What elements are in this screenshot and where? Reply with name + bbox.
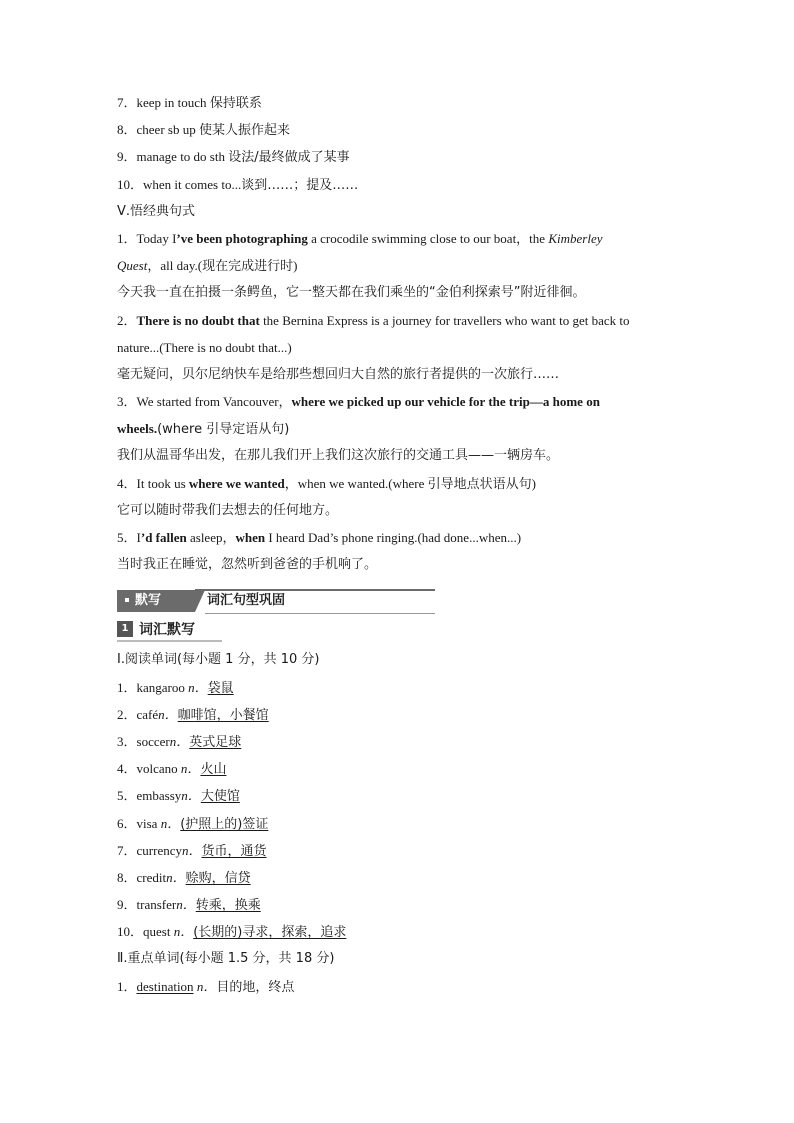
item-number: 1． [117,230,137,246]
phrase-zh: 谈到……；提及…… [241,177,359,193]
sentence-text: ，when we wanted.(where 引导地点状语从句) [284,475,536,491]
word-item [117,732,677,759]
word: café [136,706,159,722]
item-number: 5． [117,530,137,545]
item-number: 1． [117,978,137,994]
word: quest [143,924,171,940]
banner-rule [205,613,435,614]
key-structure: when [235,530,266,545]
sentence-text: I [136,530,141,545]
sentence-en [117,256,677,283]
phrase-zh: 设法/最终做成了某事 [228,150,350,166]
answer: 火山 [200,762,227,778]
sentence-text: a crocodile swimming close to our boat，the [307,230,549,246]
item-number: 4． [117,761,137,777]
part-of-speech: n． [176,897,196,913]
banner-slash [195,590,205,612]
ship-name: Kimberley [548,230,603,246]
word-item [117,759,677,786]
part-of-speech: n． [188,679,208,695]
phrase-item [117,175,677,202]
part-heading: Ⅱ.重点单词(每小题 1.5 分，共 18 分) [117,951,335,967]
item-number: 5． [117,788,137,804]
part-of-speech: n． [180,761,201,777]
answer: (护照上的)签证 [180,816,269,832]
sentence-zh: 今天我一直在拍摄一条鳄鱼，它一整天都在我们乘坐的“金伯利探索号”附近徘徊。 [117,285,586,301]
section-heading: Ⅴ.悟经典句式 [117,203,196,219]
sentence-text: I heard Dad’s phone ringing.(had done...when...) [265,530,522,545]
phrase-item [117,93,677,120]
item-number: 9． [117,897,137,913]
word: soccer [136,733,170,749]
word-item [117,868,677,895]
answer: 咖啡馆，小餐馆 [177,707,269,723]
part-of-speech: n． [166,869,186,885]
sentence-en: nature...(There is no doubt that...) [117,339,292,355]
answer: 袋鼠 [207,680,234,696]
sentence-text: It took us [136,475,189,491]
phrase-en: keep in touch [136,95,207,110]
phrase-en: when it comes to... [143,176,242,192]
key-structure: ’d fallen [140,530,187,545]
banner-title: 词汇句型巩固 [207,593,286,609]
phrase-zh: 保持联系 [209,96,262,111]
item-number: 8． [117,122,137,138]
subsection-number-badge: 1 [117,621,133,637]
sentence-zh: 它可以随时带我们去想去的任何地方。 [117,502,339,518]
part-of-speech: n． [196,978,217,994]
sentence-text: ，all day.(现在完成进行时) [147,258,298,274]
phrase-en: cheer sb up [136,122,196,138]
word: kangaroo [136,679,185,695]
answer: 英式足球 [189,734,242,750]
key-structure: There is no doubt that [136,312,260,328]
word: credit [136,869,167,885]
part-of-speech: n． [173,924,194,940]
item-number: 6． [117,815,137,831]
key-structure: wheels. [117,421,158,437]
meaning: 目的地，终点 [216,979,295,995]
part-of-speech: n． [169,733,190,749]
word-item [117,841,677,868]
part-of-speech: n． [160,815,181,831]
word: embassy [136,788,182,804]
item-number: 10． [117,176,144,192]
sentence-zh: 当时我正在睡觉，忽然听到爸爸的手机响了。 [117,557,378,573]
item-number: 2． [117,312,137,328]
phrase-item [117,147,677,174]
item-number: 7． [117,95,137,110]
answer: 大使馆 [200,789,240,805]
word: currency [136,842,182,858]
word-item [117,922,677,949]
sentence-zh: 我们从温哥华出发，在那儿我们开上我们这次旅行的交通工具——一辆房车。 [117,448,560,464]
word: visa [136,815,158,831]
subsection-heading [117,618,222,642]
sentence-text: asleep， [186,530,236,545]
word: volcano [136,761,178,777]
part-of-speech: n． [158,706,178,722]
item-number: 2． [117,706,137,722]
item-number: 3． [117,394,137,410]
sentence-en [117,229,677,256]
item-number: 10． [117,924,144,940]
part-heading: Ⅰ.阅读单词(每小题 1 分，共 10 分) [117,652,320,668]
answer: 货币，通货 [201,843,267,859]
section-banner [117,588,435,614]
word-item [117,814,677,841]
banner-tag-label: 默写 [135,593,162,609]
sentence-en [117,392,677,419]
ship-name: Quest [117,258,148,274]
square-bullet-icon [125,598,129,602]
item-number: 8． [117,869,137,885]
sentence-text: Today I [136,230,177,246]
item-number: 4． [117,475,137,491]
word-item [117,786,677,813]
key-word-item [117,977,677,1004]
key-structure: where we picked up our vehicle for the trip—a home on [291,394,600,410]
item-number: 7． [117,842,137,858]
sentence-text: the Bernina Express is a journey for travellers who want to get back to [259,312,630,328]
answer: 赊购，信贷 [185,870,251,886]
sentence-text: We started from Vancouver， [136,394,292,410]
item-number: 1． [117,679,137,695]
word-item [117,895,677,922]
banner-tag [117,590,195,612]
phrase-item [117,120,677,147]
sentence-en [117,528,677,555]
subsection-rule [117,640,222,642]
grammar-note: (where 引导定语从句) [157,422,290,438]
word: transfer [136,897,177,913]
answer: 转乘，换乘 [195,898,261,914]
word-item [117,678,677,705]
item-number: 9． [117,149,137,165]
sentence-en [117,311,677,338]
item-number: 3． [117,733,137,749]
word-item [117,705,677,732]
sentence-en [117,474,677,501]
answer: (长期的)寻求，探索，追求 [193,925,347,941]
phrase-zh: 使某人振作起来 [198,123,290,139]
sentence-en [117,419,677,446]
part-of-speech: n． [181,842,202,858]
answer: destination [136,978,194,994]
document-page [117,93,677,1004]
key-structure: where we wanted [188,475,285,491]
part-of-speech: n． [181,788,201,804]
phrase-en: manage to do sth [136,149,225,165]
key-structure: ’ve been photographing [176,230,308,246]
subsection-title: 词汇默写 [139,622,195,639]
sentence-zh: 毫无疑问，贝尔尼纳快车是给那些想回归大自然的旅行者提供的一次旅行…… [117,366,560,382]
